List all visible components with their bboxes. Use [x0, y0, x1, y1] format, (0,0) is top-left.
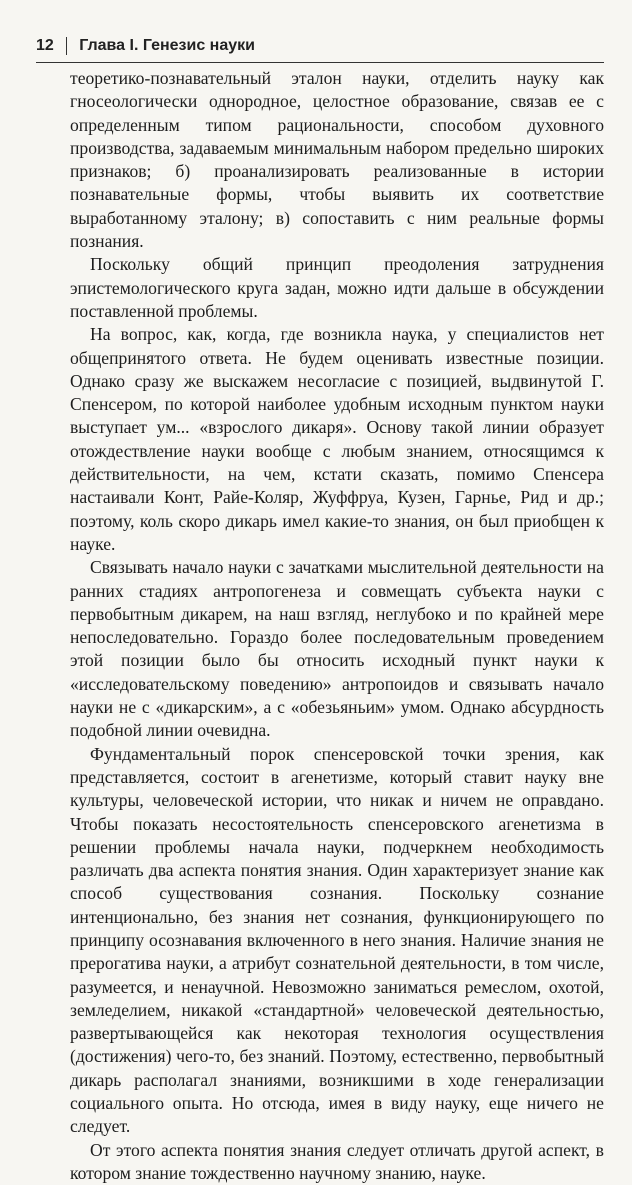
paragraph: Связывать начало науки с зачатками мыслительной деятельности на ранних стадиях антропогенеза и совмещать субъекта науки с первобытным дикарем, на наш взгляд, неглубоко и по крайней мере непоследовательно. Гораздо более последовательным проведением этой позиции было бы относить исходный пункт науки к «исследовательскому поведению» антропоидов и связывать начало науки не с «дикарским», а с «обезьяньим» умом. Однако абсурдность подобной линии очевидна. [70, 557, 604, 741]
page-number: 12 [36, 37, 54, 54]
paragraph: Фундаментальный порок спенсеровской точки зрения, как представляется, состоит в агенетизме, который ставит науку вне культуры, человеческой истории, что никак и ничем не оправдано. Чтобы показать несостоятельность спенсеровского агенетизма в решении проблемы начала науки, подчеркнем необходимость различать два аспекта понятия знания. Один характеризует знание как способ существования сознания. Поскольку сознание интенционально, без знания нет сознания, функционирующего по принципу осознавания включенного в него знания. Наличие знания не прерогатива науки, а атрибут сознательной деятельности, в том числе, разумеется, и ненаучной. Невозможно заниматься ремеслом, охотой, земледелием, никакой «стандартной» человеческой деятельностью, развертывающейся как некоторая технология осуществления (достижения) чего-то, без знаний. Поэтому, естественно, первобытный дикарь располагал знаниями, возникшими в ходе генерализации социального опыта. Но отсюда, имея в виду науку, еще ничего не следует. [70, 743, 604, 1137]
running-header [36, 30, 604, 63]
paragraph-continued: теоретико-познавательный эталон науки, отделить науку как гносеологически однородное, целостное образование, связав ее с определенным типом рациональности, способом духовного производства, задаваемым минимальным набором предельно широких признаков; б) проанализировать реализованные в истории познавательные формы, чтобы выявить их соответствие выработанному эталону; в) сопоставить с ним реальные формы познания. [70, 68, 604, 252]
chapter-title: Глава I. Генезис науки [79, 37, 255, 54]
header-separator [66, 37, 67, 55]
paragraph: На вопрос, как, когда, где возникла наука, у специалистов нет общепринятого ответа. Не будем оценивать известные позиции. Однако сразу же выскажем несогласие с позицией, выдвинутой Г. Спенсером, по которой наиболее удобным исходным пунктом науки выступает ум... «взрослого дикаря». Основу такой линии образует отождествление науки вообще с любым знанием, относящимся к действительности, на чем, кстати сказать, помимо Спенсера настаивали Конт, Райе-Коляр, Жуффруа, Кузен, Гарнье, Рид и др.; поэтому, коль скоро дикарь имел какие-то знания, он был приобщен к науке. [70, 324, 604, 554]
paragraph: От этого аспекта понятия знания следует отличать другой аспект, в котором знание тождественно научному знанию, науке. [70, 1139, 604, 1183]
paragraph: Поскольку общий принцип преодоления затруднения эпистемологического круга задан, можно идти дальше в обсуждении поставленной проблемы. [70, 254, 604, 321]
page-body [70, 67, 604, 1185]
